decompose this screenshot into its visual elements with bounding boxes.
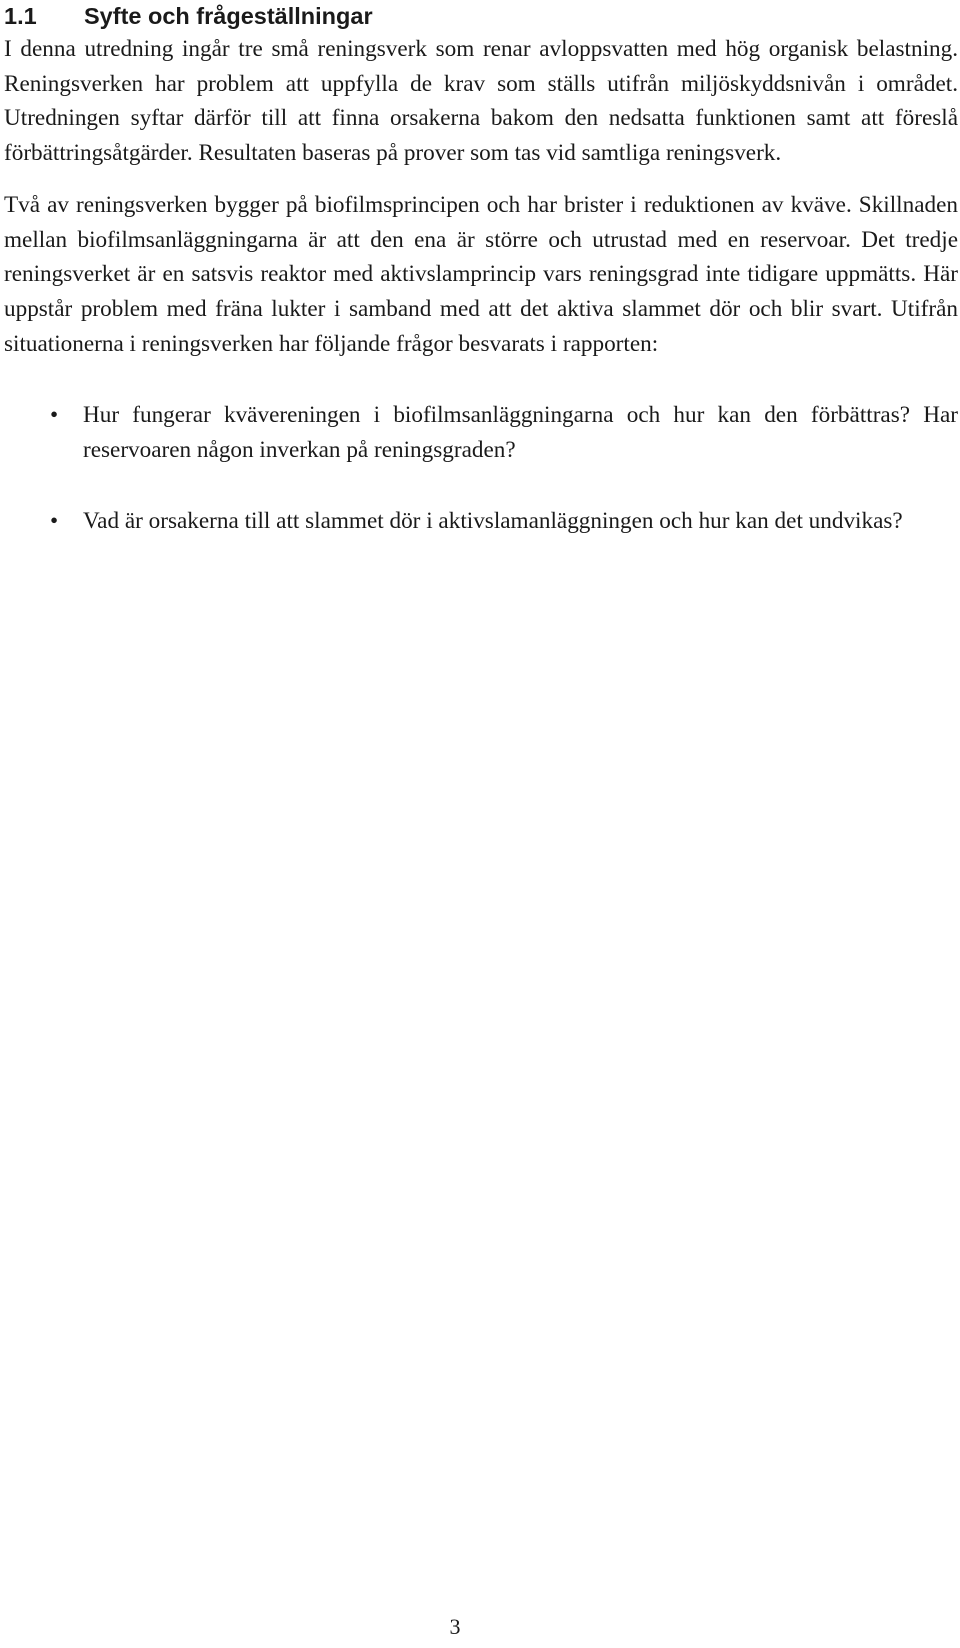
paragraph-intro: I denna utredning ingår tre små reningsverk som renar avloppsvatten med hög organisk belastning. Reningsverken har problem att uppfylla de krav som ställs utifrån miljöskyddsnivån i området. Utredningen syftar därför till att finna orsakerna bakom den nedsatta funktionen samt att föreslå förbättringsåtgärder. Resultaten baseras på prover som tas vid samtliga reningsverk. [4, 36, 958, 167]
section-number: 1.1 [4, 3, 37, 29]
bullet-icon: • [49, 507, 59, 534]
bullet-icon: • [49, 402, 59, 429]
paragraph-background: Två av reningsverken bygger på biofilmsprincipen och har brister i reduktionen av kväve. Skillnaden mellan biofilmsanläggningarna är att den ena är större och utrustad med en reservoar. Det tredje reningsverket är en satsvis reaktor med aktivslamprincip vars reningsgrad inte tidigare uppmätts. Här uppstår problem med fräna lukter i samband med att det aktiva slammet dör och blir svart. Utifrån situationerna i reningsverken har följande frågor besvarats i rapporten: [4, 191, 958, 357]
list-item [4, 398, 958, 467]
list-item-text: Hur fungerar kvävereningen i biofilmsanläggningarna och hur kan den förbättras? Har reservoaren någon inverkan på reningsgraden? [83, 402, 958, 464]
document-page [4, 0, 958, 538]
question-list [4, 398, 958, 538]
section-title: Syfte och frågeställningar [84, 3, 373, 29]
section-heading [4, 0, 958, 32]
list-item [4, 504, 958, 539]
page-number: 3 [449, 1614, 461, 1639]
list-item-text: Vad är orsakerna till att slammet dör i aktivslamanläggningen och hur kan det undvikas? [83, 507, 903, 534]
